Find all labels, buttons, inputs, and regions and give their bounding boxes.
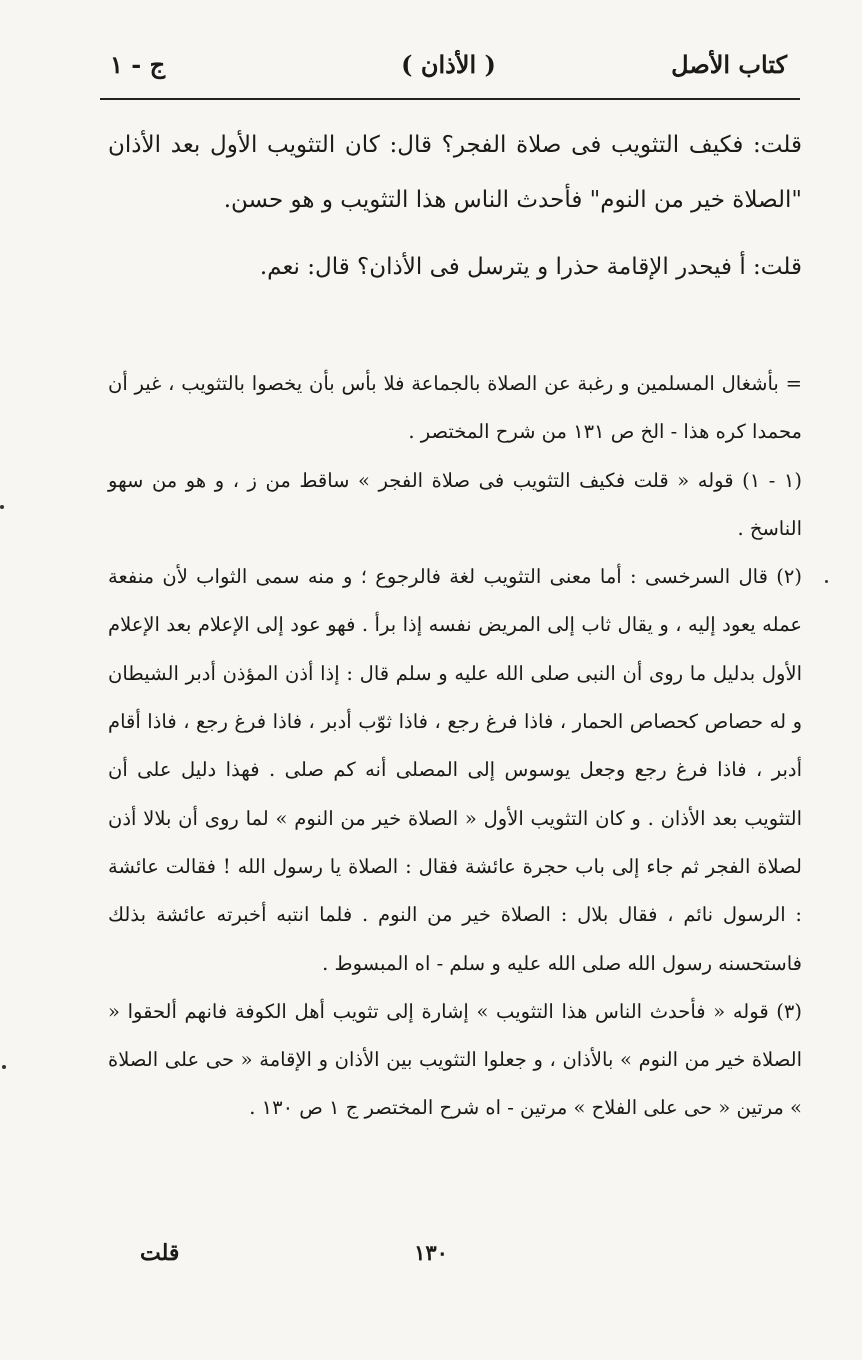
running-head: [110, 50, 787, 90]
footnote: (١ - ١) قوله « قلت فكيف التثويب فى صلاة الفجر » ساقط من ز ، و هو من سهو الناسخ .: [108, 468, 802, 540]
chapter-title: ( الأذان ): [401, 50, 496, 79]
main-paragraph: قلت: فكيف التثويب فى صلاة الفجر؟ قال: كان التثويب الأول بعد الأذان "الصلاة خير من النوم" فأحدث الناس هذا التثويب و هو حسن.: [108, 132, 802, 213]
book-title: كتاب الأصل: [671, 50, 787, 79]
footnote: (٣) قوله « فأحدث الناس هذا التثويب » إشارة إلى تثويب أهل الكوفة فانهم ألحقوا « الصلاة خير من النوم » بالأذان ، و جعلوا التثويب بين الأذان و الإقامة « حى على الصلاة » مرتين « حى على الفلاح » مرتين - اه شرح المختصر ج ١ ص ١٣٠ .: [108, 999, 802, 1120]
scan-speck: [0, 505, 4, 509]
volume-label: ج - ١: [110, 50, 166, 79]
footnotes: [108, 360, 802, 1133]
scan-speck: [2, 1065, 6, 1069]
footnote: = بأشغال المسلمين و رغبة عن الصلاة بالجماعة فلا بأس بأن يخصوا بالتثويب ، غير أن محمدا كره هذا - الخ ص ١٣١ من شرح المختصر .: [108, 372, 802, 444]
main-text: [108, 118, 802, 295]
header-rule: [100, 98, 800, 100]
scan-speck: [825, 580, 828, 583]
catchword: قلت: [140, 1240, 180, 1266]
footnote: (٢) قال السرخسى : أما معنى التثويب لغة فالرجوع ؛ و منه سمى الثواب لأن منفعة عمله يعود إليه ، و يقال ثاب إلى المريض نفسه إذا برأ . فهو عود إلى الإعلام بعد الإعلام الأول بدليل ما روى أن النبى صلى الله عليه و سلم قال : إذا أذن المؤذن أدبر الشيطان و له حصاص كحصاص الحمار ، فاذا فرغ رجع ، فاذا ثوّب أدبر ، فاذا فرغ رجع ، فاذا أقام أدبر ، فاذا فرغ رجع وجعل يوسوس إلى المصلى أنه كم صلى . فهذا دليل على أن التثويب بعد الأذان . و كان التثويب الأول « الصلاة خير من النوم » لما روى أن بلالا أذن لصلاة الفجر ثم جاء إلى باب حجرة عائشة فقال : الصلاة يا رسول الله ! فقالت عائشة : الرسول نائم ، فقال بلال : الصلاة خير من النوم . فلما انتبه أخبرته عائشة بذلك فاستحسنه رسول الله صلى الله عليه و سلم - اه المبسوط .: [108, 565, 802, 975]
page-number: ١٣٠: [414, 1240, 448, 1265]
main-paragraph: قلت: أ فيحدر الإقامة حذرا و يترسل فى الأذان؟ قال: نعم.: [259, 254, 802, 280]
